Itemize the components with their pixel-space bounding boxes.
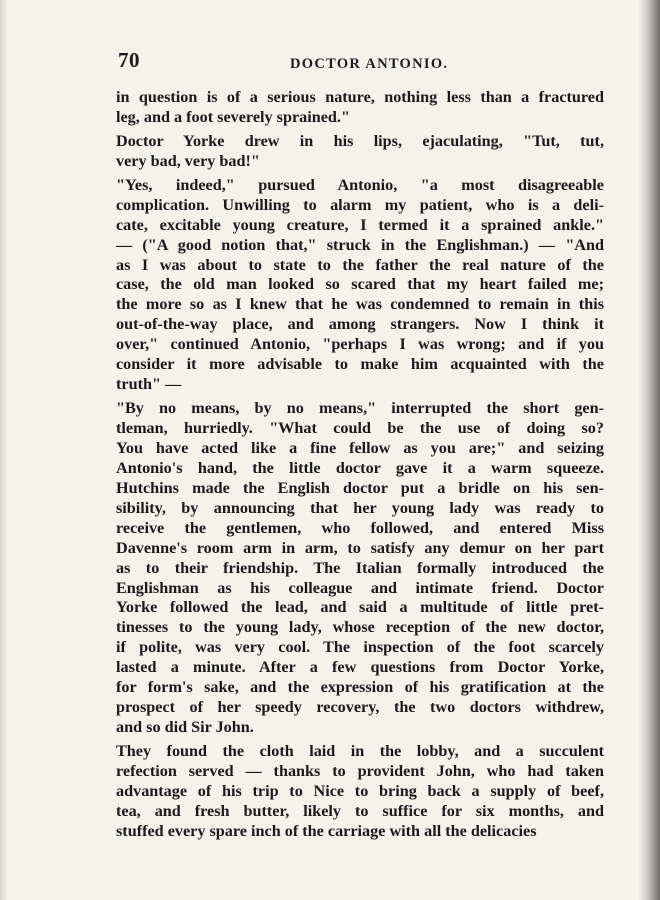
text-line: and so did Sir John. xyxy=(116,718,254,737)
text-line: leg, and a foot severely sprained." xyxy=(116,107,350,126)
text-line: receive the gentlemen, who followed, and entered Miss xyxy=(116,518,604,537)
text-line: You have acted like a fine fellow as you are;" and seizing xyxy=(116,438,604,457)
paragraph xyxy=(116,176,604,395)
text-line: Davenne's room arm in arm, to satisfy any demur on her part xyxy=(116,538,604,557)
text-line: Hutchins made the English doctor put a bridle on his sen- xyxy=(116,478,604,497)
text-line: Englishman as his colleague and intimate friend. Doctor xyxy=(116,578,604,597)
text-line: "By no means, by no means," interrupted the short gen- xyxy=(116,399,604,418)
text-line: Antonio's hand, the little doctor gave it a warm squeeze. xyxy=(116,458,604,477)
binding-gutter-shadow xyxy=(638,0,660,900)
text-line: truth" — xyxy=(116,375,182,394)
page-header xyxy=(118,48,608,78)
text-line: in question is of a serious nature, nothing less than a fractured xyxy=(116,88,604,106)
text-line: out-of-the-way place, and among strangers. Now I think it xyxy=(116,315,604,334)
text-line: tea, and fresh butter, likely to suffice for six months, and xyxy=(116,801,604,820)
text-line: Doctor Yorke drew in his lips, ejaculating, "Tut, tut, xyxy=(116,131,604,150)
running-title: DOCTOR ANTONIO. xyxy=(290,56,449,72)
text-line: as I was about to state to the father the real nature of the xyxy=(116,255,604,274)
paragraph xyxy=(116,88,604,128)
text-line: very bad, very bad!" xyxy=(116,151,260,170)
text-line: tinesses to the young lady, whose reception of the new doctor, xyxy=(116,618,604,637)
text-line: Yorke followed the lead, and said a multitude of little pret- xyxy=(116,598,604,617)
text-line: prospect of her speedy recovery, the two doctors withdrew, xyxy=(116,698,604,717)
text-line: case, the old man looked so scared that my heart failed me; xyxy=(116,275,604,294)
text-line: for form's sake, and the expression of his gratification at the xyxy=(116,678,604,697)
text-line: — ("A good notion that," struck in the Englishman.) — "And xyxy=(116,235,604,254)
paragraph xyxy=(116,132,604,172)
paragraph xyxy=(116,399,604,738)
page-edge-shadow xyxy=(0,0,8,900)
text-line: advantage of his trip to Nice to bring back a supply of beef, xyxy=(116,781,604,800)
text-line: if polite, was very cool. The inspection of the foot scarcely xyxy=(116,638,604,657)
text-line: consider it more advisable to make him acquainted with the xyxy=(116,355,604,374)
text-line: over," continued Antonio, "perhaps I was wrong; and if you xyxy=(116,335,604,354)
text-line: They found the cloth laid in the lobby, and a succulent xyxy=(116,742,604,760)
text-line: complication. Unwilling to alarm my patient, who is a deli- xyxy=(116,195,604,214)
page-number: 70 xyxy=(118,48,140,72)
text-line: stuffed every spare inch of the carriage with all the delicacies xyxy=(116,821,537,840)
body-text xyxy=(116,88,604,842)
text-line: cate, excitable young creature, I termed it a sprained ankle." xyxy=(116,215,604,234)
text-line: as to their friendship. The Italian formally introduced the xyxy=(116,558,604,577)
paragraph xyxy=(116,742,604,842)
text-line: lasted a minute. After a few questions from Doctor Yorke, xyxy=(116,658,604,677)
text-line: sibility, by announcing that her young lady was ready to xyxy=(116,498,604,517)
text-line: tleman, hurriedly. "What could be the use of doing so? xyxy=(116,419,604,437)
text-line: the more so as I knew that he was condemned to remain in this xyxy=(116,295,604,314)
text-line: "Yes, indeed," pursued Antonio, "a most disagreeable xyxy=(116,175,604,194)
text-line: refection served — thanks to provident John, who had taken xyxy=(116,761,604,780)
